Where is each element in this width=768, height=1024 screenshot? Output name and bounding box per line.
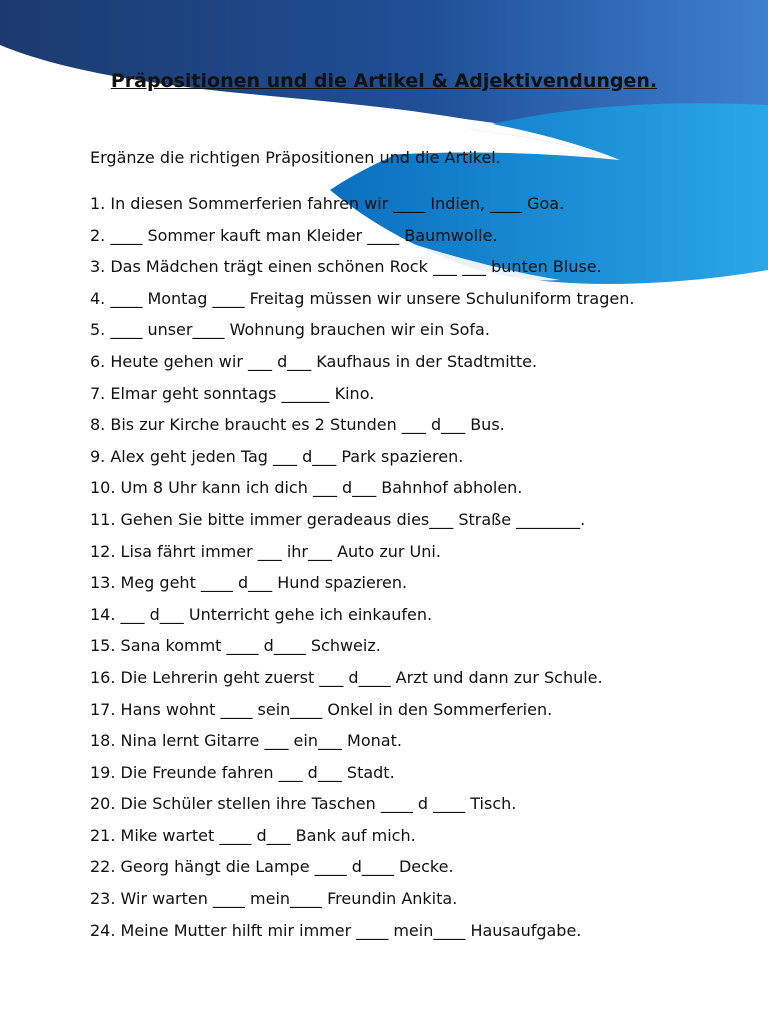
exercise-item: 15. Sana kommt ____ d____ Schweiz. <box>90 636 381 656</box>
exercise-item: 9. Alex geht jeden Tag ___ d___ Park spazieren. <box>90 446 464 466</box>
exercise-item: 14. ___ d___ Unterricht gehe ich einkaufen. <box>90 604 433 624</box>
exercise-item: 22. Georg hängt die Lampe ____ d____ Decke. <box>90 857 454 877</box>
page-title: Präpositionen und die Artikel & Adjektivendungen. <box>110 70 658 92</box>
exercise-item: 24. Meine Mutter hilft mir immer ____ mein____ Hausaufgabe. <box>90 920 582 940</box>
exercise-item: 8. Bis zur Kirche braucht es 2 Stunden ___ d___ Bus. <box>90 415 505 435</box>
exercise-item: 16. Die Lehrerin geht zuerst ___ d____ Arzt und dann zur Schule. <box>90 667 603 687</box>
exercise-item: 10. Um 8 Uhr kann ich dich ___ d___ Bahnhof abholen. <box>90 478 523 498</box>
exercise-item: 18. Nina lernt Gitarre ___ ein___ Monat. <box>90 731 402 751</box>
instruction-text: Ergänze die richtigen Präpositionen und die Artikel. <box>90 148 501 167</box>
exercise-item: 12. Lisa fährt immer ___ ihr___ Auto zur Uni. <box>90 541 441 561</box>
exercise-item: 6. Heute gehen wir ___ d___ Kaufhaus in der Stadtmitte. <box>90 351 538 371</box>
exercise-item: 3. Das Mädchen trägt einen schönen Rock ___ ___ bunten Bluse. <box>90 257 602 277</box>
exercise-item: 20. Die Schüler stellen ihre Taschen ____ d ____ Tisch. <box>90 794 517 814</box>
exercise-item: 11. Gehen Sie bitte immer geradeaus dies___ Straße ________. <box>90 509 586 529</box>
exercise-item: 1. In diesen Sommerferien fahren wir ____ Indien, ____ Goa. <box>90 194 565 213</box>
exercise-item: 23. Wir warten ____ mein____ Freundin Ankita. <box>90 889 458 909</box>
exercise-item: 17. Hans wohnt ____ sein____ Onkel in den Sommerferien. <box>90 699 553 719</box>
exercise-item: 2. ____ Sommer kauft man Kleider ____ Baumwolle. <box>90 225 498 245</box>
exercise-item: 13. Meg geht ____ d___ Hund spazieren. <box>90 573 408 593</box>
exercise-item: 19. Die Freunde fahren ___ d___ Stadt. <box>90 762 395 782</box>
exercise-list <box>90 188 710 946</box>
exercise-item: 4. ____ Montag ____ Freitag müssen wir unsere Schuluniform tragen. <box>90 288 635 308</box>
exercise-item: 5. ____ unser____ Wohnung brauchen wir ein Sofa. <box>90 320 490 340</box>
exercise-item: 21. Mike wartet ____ d___ Bank auf mich. <box>90 825 416 845</box>
exercise-item: 7. Elmar geht sonntags ______ Kino. <box>90 383 375 403</box>
